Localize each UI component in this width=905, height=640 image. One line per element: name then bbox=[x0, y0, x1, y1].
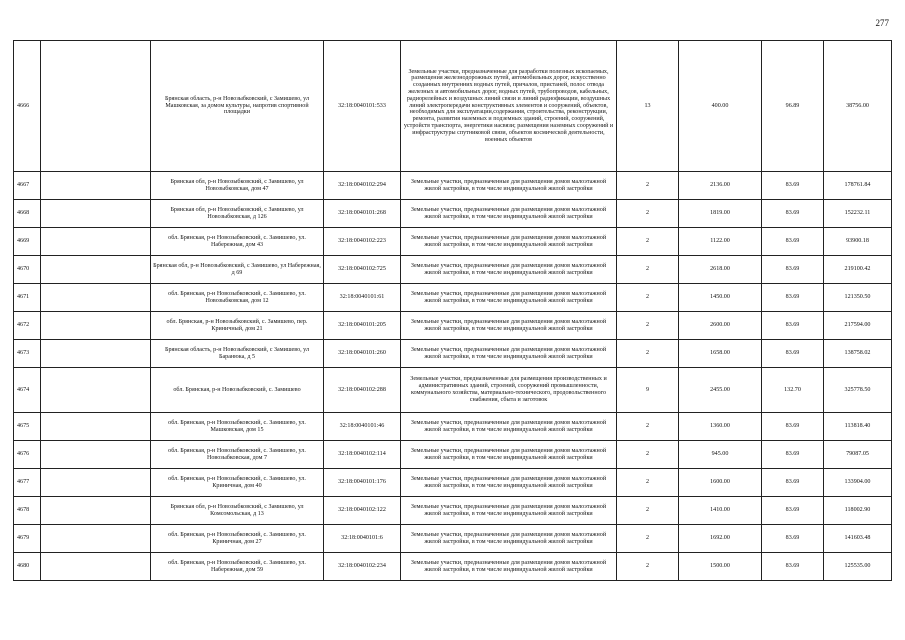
address-cell: Брянская обл, р-н Новозыбковский, с Замишево, ул Новозыбковская, д 126 bbox=[151, 200, 324, 228]
land-use-group-cell: 2 bbox=[617, 497, 679, 525]
area-cell: 945.00 bbox=[679, 441, 762, 469]
row-number-cell: 4677 bbox=[14, 469, 41, 497]
row-number-cell: 4667 bbox=[14, 172, 41, 200]
land-use-group-cell: 2 bbox=[617, 172, 679, 200]
land-use-group-cell: 2 bbox=[617, 413, 679, 441]
row-number-cell: 4678 bbox=[14, 497, 41, 525]
table-row bbox=[14, 413, 892, 441]
cadastral-number-cell: 32:18:0040101:6 bbox=[324, 525, 401, 553]
table-row bbox=[14, 284, 892, 312]
row-number-cell: 4668 bbox=[14, 200, 41, 228]
area-cell: 1450.00 bbox=[679, 284, 762, 312]
cadastral-number-cell: 32:18:0040101:533 bbox=[324, 41, 401, 172]
specific-value-cell: 83.69 bbox=[762, 256, 824, 284]
cadastral-number-cell: 32:18:0040101:268 bbox=[324, 200, 401, 228]
land-registry-table bbox=[13, 40, 892, 581]
table-row bbox=[14, 441, 892, 469]
row-number-cell: 4666 bbox=[14, 41, 41, 172]
blank-cell bbox=[41, 553, 151, 581]
land-use-group-cell: 2 bbox=[617, 553, 679, 581]
blank-cell bbox=[41, 340, 151, 368]
address-cell: обл. Брянская, р-н Новозыбковский, с. Замишево, ул. Набережная, дом 43 bbox=[151, 228, 324, 256]
address-cell: Брянская обл, р-н Новозыбковский, с Замишево, ул Новозыбковская, дом 47 bbox=[151, 172, 324, 200]
row-number-cell: 4670 bbox=[14, 256, 41, 284]
area-cell: 1692.00 bbox=[679, 525, 762, 553]
table-row bbox=[14, 256, 892, 284]
cadastral-number-cell: 32:18:0040101:46 bbox=[324, 413, 401, 441]
land-use-description-cell: Земельные участки, предназначенные для размещения домов малоэтажной жилой застройки, в том числе индивидуальной жилой застройки bbox=[401, 284, 617, 312]
cadastral-value-cell: 133904.00 bbox=[824, 469, 892, 497]
land-use-group-cell: 13 bbox=[617, 41, 679, 172]
specific-value-cell: 96.89 bbox=[762, 41, 824, 172]
area-cell: 2455.00 bbox=[679, 368, 762, 413]
area-cell: 1500.00 bbox=[679, 553, 762, 581]
cadastral-number-cell: 32:18:0040102:288 bbox=[324, 368, 401, 413]
blank-cell bbox=[41, 284, 151, 312]
area-cell: 1819.00 bbox=[679, 200, 762, 228]
address-cell: обл. Брянская, р-н Новозыбковский, с. Замишево, ул. Набережная, дом 59 bbox=[151, 553, 324, 581]
blank-cell bbox=[41, 256, 151, 284]
cadastral-number-cell: 32:18:0040102:223 bbox=[324, 228, 401, 256]
land-use-group-cell: 9 bbox=[617, 368, 679, 413]
land-use-group-cell: 2 bbox=[617, 228, 679, 256]
address-cell: обл. Брянская, р-н Новозыбковский, с. Замишево, ул. Криничная, дом 27 bbox=[151, 525, 324, 553]
blank-cell bbox=[41, 228, 151, 256]
cadastral-number-cell: 32:18:0040102:294 bbox=[324, 172, 401, 200]
cadastral-value-cell: 79087.05 bbox=[824, 441, 892, 469]
row-number-cell: 4673 bbox=[14, 340, 41, 368]
land-use-group-cell: 2 bbox=[617, 469, 679, 497]
table-row bbox=[14, 469, 892, 497]
land-use-description-cell: Земельные участки, предназначенные для размещения домов малоэтажной жилой застройки, в том числе индивидуальной жилой застройки bbox=[401, 553, 617, 581]
table-body bbox=[14, 41, 892, 581]
blank-cell bbox=[41, 368, 151, 413]
area-cell: 2600.00 bbox=[679, 312, 762, 340]
land-use-description-cell: Земельные участки, предназначенные для размещения домов малоэтажной жилой застройки, в том числе индивидуальной жилой застройки bbox=[401, 312, 617, 340]
land-use-description-cell: Земельные участки, предназначенные для размещения домов малоэтажной жилой застройки, в том числе индивидуальной жилой застройки bbox=[401, 413, 617, 441]
row-number-cell: 4672 bbox=[14, 312, 41, 340]
row-number-cell: 4679 bbox=[14, 525, 41, 553]
land-use-description-cell: Земельные участки, предназначенные для размещения домов малоэтажной жилой застройки, в том числе индивидуальной жилой застройки bbox=[401, 256, 617, 284]
cadastral-number-cell: 32:18:0040102:725 bbox=[324, 256, 401, 284]
land-use-description-cell: Земельные участки, предназначенные для размещения домов малоэтажной жилой застройки, в том числе индивидуальной жилой застройки bbox=[401, 497, 617, 525]
cadastral-number-cell: 32:18:0040102:234 bbox=[324, 553, 401, 581]
blank-cell bbox=[41, 172, 151, 200]
specific-value-cell: 83.69 bbox=[762, 441, 824, 469]
area-cell: 2136.00 bbox=[679, 172, 762, 200]
address-cell: Брянская обл, р-н Новозыбковский, с Замишево, ул Комсомольская, д 13 bbox=[151, 497, 324, 525]
land-use-description-cell: Земельные участки, предназначенные для размещения производственных и административных зданий, строений, сооружений промышленности, коммунального хозяйства, материально-технического, продовольственного снабжения, сбыта и заготовок bbox=[401, 368, 617, 413]
area-cell: 1658.00 bbox=[679, 340, 762, 368]
cadastral-number-cell: 32:18:0040102:114 bbox=[324, 441, 401, 469]
blank-cell bbox=[41, 441, 151, 469]
address-cell: обл. Брянская, р-н Новозыбковский, с. Замишево bbox=[151, 368, 324, 413]
land-use-description-cell: Земельные участки, предназначенные для размещения домов малоэтажной жилой застройки, в том числе индивидуальной жилой застройки bbox=[401, 441, 617, 469]
address-cell: обл. Брянская, р-н Новозыбковский, с. Замишево, ул. Машковская, дом 15 bbox=[151, 413, 324, 441]
row-number-cell: 4675 bbox=[14, 413, 41, 441]
cadastral-value-cell: 138758.02 bbox=[824, 340, 892, 368]
blank-cell bbox=[41, 312, 151, 340]
cadastral-value-cell: 217594.00 bbox=[824, 312, 892, 340]
land-use-description-cell: Земельные участки, предназначенные для разработки полезных ископаемых, размещения железнодорожных путей, автомобильных дорог, искусственно созданных внутренних водных путей, причалов, пристаней, полос отвода железных и автомобильных дорог, водных путей, трубопроводов, кабельных, радиорелейных и воздушных линий связи и линий радиофикации, воздушных линий электропередачи конструктивных элементов и сооружений, объектов, необходимых для эксплуатации,содержания, строительства, реконструкции, ремонта, развития наземных и подземных зданий, строений, сооружений, устройств транспорта, энергетики иасвязи; размещения наземных сооружений и инфраструктуры спутниковой связи, объектов космической деятельности, военных объектов bbox=[401, 41, 617, 172]
table-row bbox=[14, 525, 892, 553]
cadastral-value-cell: 141603.48 bbox=[824, 525, 892, 553]
table-row bbox=[14, 340, 892, 368]
specific-value-cell: 83.69 bbox=[762, 525, 824, 553]
address-cell: Брянская обл, р-н Новозыбковский, с Замишево, ул Набережная, д 69 bbox=[151, 256, 324, 284]
specific-value-cell: 83.69 bbox=[762, 200, 824, 228]
land-use-group-cell: 2 bbox=[617, 200, 679, 228]
cadastral-value-cell: 93900.18 bbox=[824, 228, 892, 256]
specific-value-cell: 83.69 bbox=[762, 228, 824, 256]
land-use-group-cell: 2 bbox=[617, 441, 679, 469]
cadastral-value-cell: 121350.50 bbox=[824, 284, 892, 312]
table-row bbox=[14, 312, 892, 340]
blank-cell bbox=[41, 469, 151, 497]
land-use-group-cell: 2 bbox=[617, 312, 679, 340]
table-row bbox=[14, 200, 892, 228]
specific-value-cell: 83.69 bbox=[762, 497, 824, 525]
area-cell: 1122.00 bbox=[679, 228, 762, 256]
row-number-cell: 4669 bbox=[14, 228, 41, 256]
area-cell: 400.00 bbox=[679, 41, 762, 172]
cadastral-number-cell: 32:18:0040101:176 bbox=[324, 469, 401, 497]
specific-value-cell: 83.69 bbox=[762, 312, 824, 340]
blank-cell bbox=[41, 200, 151, 228]
table-row bbox=[14, 368, 892, 413]
row-number-cell: 4674 bbox=[14, 368, 41, 413]
cadastral-number-cell: 32:18:0040101:61 bbox=[324, 284, 401, 312]
specific-value-cell: 83.69 bbox=[762, 172, 824, 200]
row-number-cell: 4680 bbox=[14, 553, 41, 581]
land-use-description-cell: Земельные участки, предназначенные для размещения домов малоэтажной жилой застройки, в том числе индивидуальной жилой застройки bbox=[401, 200, 617, 228]
area-cell: 1360.00 bbox=[679, 413, 762, 441]
specific-value-cell: 132.70 bbox=[762, 368, 824, 413]
specific-value-cell: 83.69 bbox=[762, 340, 824, 368]
cadastral-value-cell: 38756.00 bbox=[824, 41, 892, 172]
table-row bbox=[14, 497, 892, 525]
area-cell: 1600.00 bbox=[679, 469, 762, 497]
land-use-description-cell: Земельные участки, предназначенные для размещения домов малоэтажной жилой застройки, в том числе индивидуальной жилой застройки bbox=[401, 172, 617, 200]
cadastral-value-cell: 325778.50 bbox=[824, 368, 892, 413]
land-use-group-cell: 2 bbox=[617, 284, 679, 312]
land-use-group-cell: 2 bbox=[617, 256, 679, 284]
address-cell: Брянская область, р-н Новозыбковский, с Замишево, ул Машковская, за домом культуры, напротив спортивной площадки bbox=[151, 41, 324, 172]
specific-value-cell: 83.69 bbox=[762, 413, 824, 441]
table-row bbox=[14, 228, 892, 256]
area-cell: 1410.00 bbox=[679, 497, 762, 525]
land-use-description-cell: Земельные участки, предназначенные для размещения домов малоэтажной жилой застройки, в том числе индивидуальной жилой застройки bbox=[401, 525, 617, 553]
area-cell: 2618.00 bbox=[679, 256, 762, 284]
blank-cell bbox=[41, 41, 151, 172]
blank-cell bbox=[41, 497, 151, 525]
cadastral-value-cell: 118002.90 bbox=[824, 497, 892, 525]
specific-value-cell: 83.69 bbox=[762, 553, 824, 581]
land-use-description-cell: Земельные участки, предназначенные для размещения домов малоэтажной жилой застройки, в том числе индивидуальной жилой застройки bbox=[401, 228, 617, 256]
cadastral-number-cell: 32:18:0040102:122 bbox=[324, 497, 401, 525]
cadastral-value-cell: 125535.00 bbox=[824, 553, 892, 581]
cadastral-number-cell: 32:18:0040101:205 bbox=[324, 312, 401, 340]
row-number-cell: 4676 bbox=[14, 441, 41, 469]
land-use-description-cell: Земельные участки, предназначенные для размещения домов малоэтажной жилой застройки, в том числе индивидуальной жилой застройки bbox=[401, 340, 617, 368]
address-cell: обл. Брянская, р-н Новозыбковский, с. Замишево, ул. Криничная, дом 40 bbox=[151, 469, 324, 497]
land-use-description-cell: Земельные участки, предназначенные для размещения домов малоэтажной жилой застройки, в том числе индивидуальной жилой застройки bbox=[401, 469, 617, 497]
cadastral-value-cell: 113818.40 bbox=[824, 413, 892, 441]
address-cell: Брянская область, р-н Новозыбковский, с Замишево, ул Баранюка, д 5 bbox=[151, 340, 324, 368]
address-cell: обл. Брянская, р-н Новозыбковский, с. Замишево, ул. Новозыбковская, дом 7 bbox=[151, 441, 324, 469]
cadastral-value-cell: 178761.84 bbox=[824, 172, 892, 200]
address-cell: обл. Брянская, р-н Новозыбковский, с. Замишево, пер. Криничный, дом 21 bbox=[151, 312, 324, 340]
table-row bbox=[14, 553, 892, 581]
table-row bbox=[14, 172, 892, 200]
specific-value-cell: 83.69 bbox=[762, 469, 824, 497]
row-number-cell: 4671 bbox=[14, 284, 41, 312]
blank-cell bbox=[41, 413, 151, 441]
blank-cell bbox=[41, 525, 151, 553]
cadastral-number-cell: 32:18:0040101:260 bbox=[324, 340, 401, 368]
table-row bbox=[14, 41, 892, 172]
cadastral-value-cell: 219100.42 bbox=[824, 256, 892, 284]
cadastral-value-cell: 152232.11 bbox=[824, 200, 892, 228]
address-cell: обл. Брянская, р-н Новозыбковский, с. Замишево, ул. Новозыбковская, дом 12 bbox=[151, 284, 324, 312]
land-use-group-cell: 2 bbox=[617, 340, 679, 368]
land-use-group-cell: 2 bbox=[617, 525, 679, 553]
specific-value-cell: 83.69 bbox=[762, 284, 824, 312]
page-number: 277 bbox=[875, 18, 889, 28]
